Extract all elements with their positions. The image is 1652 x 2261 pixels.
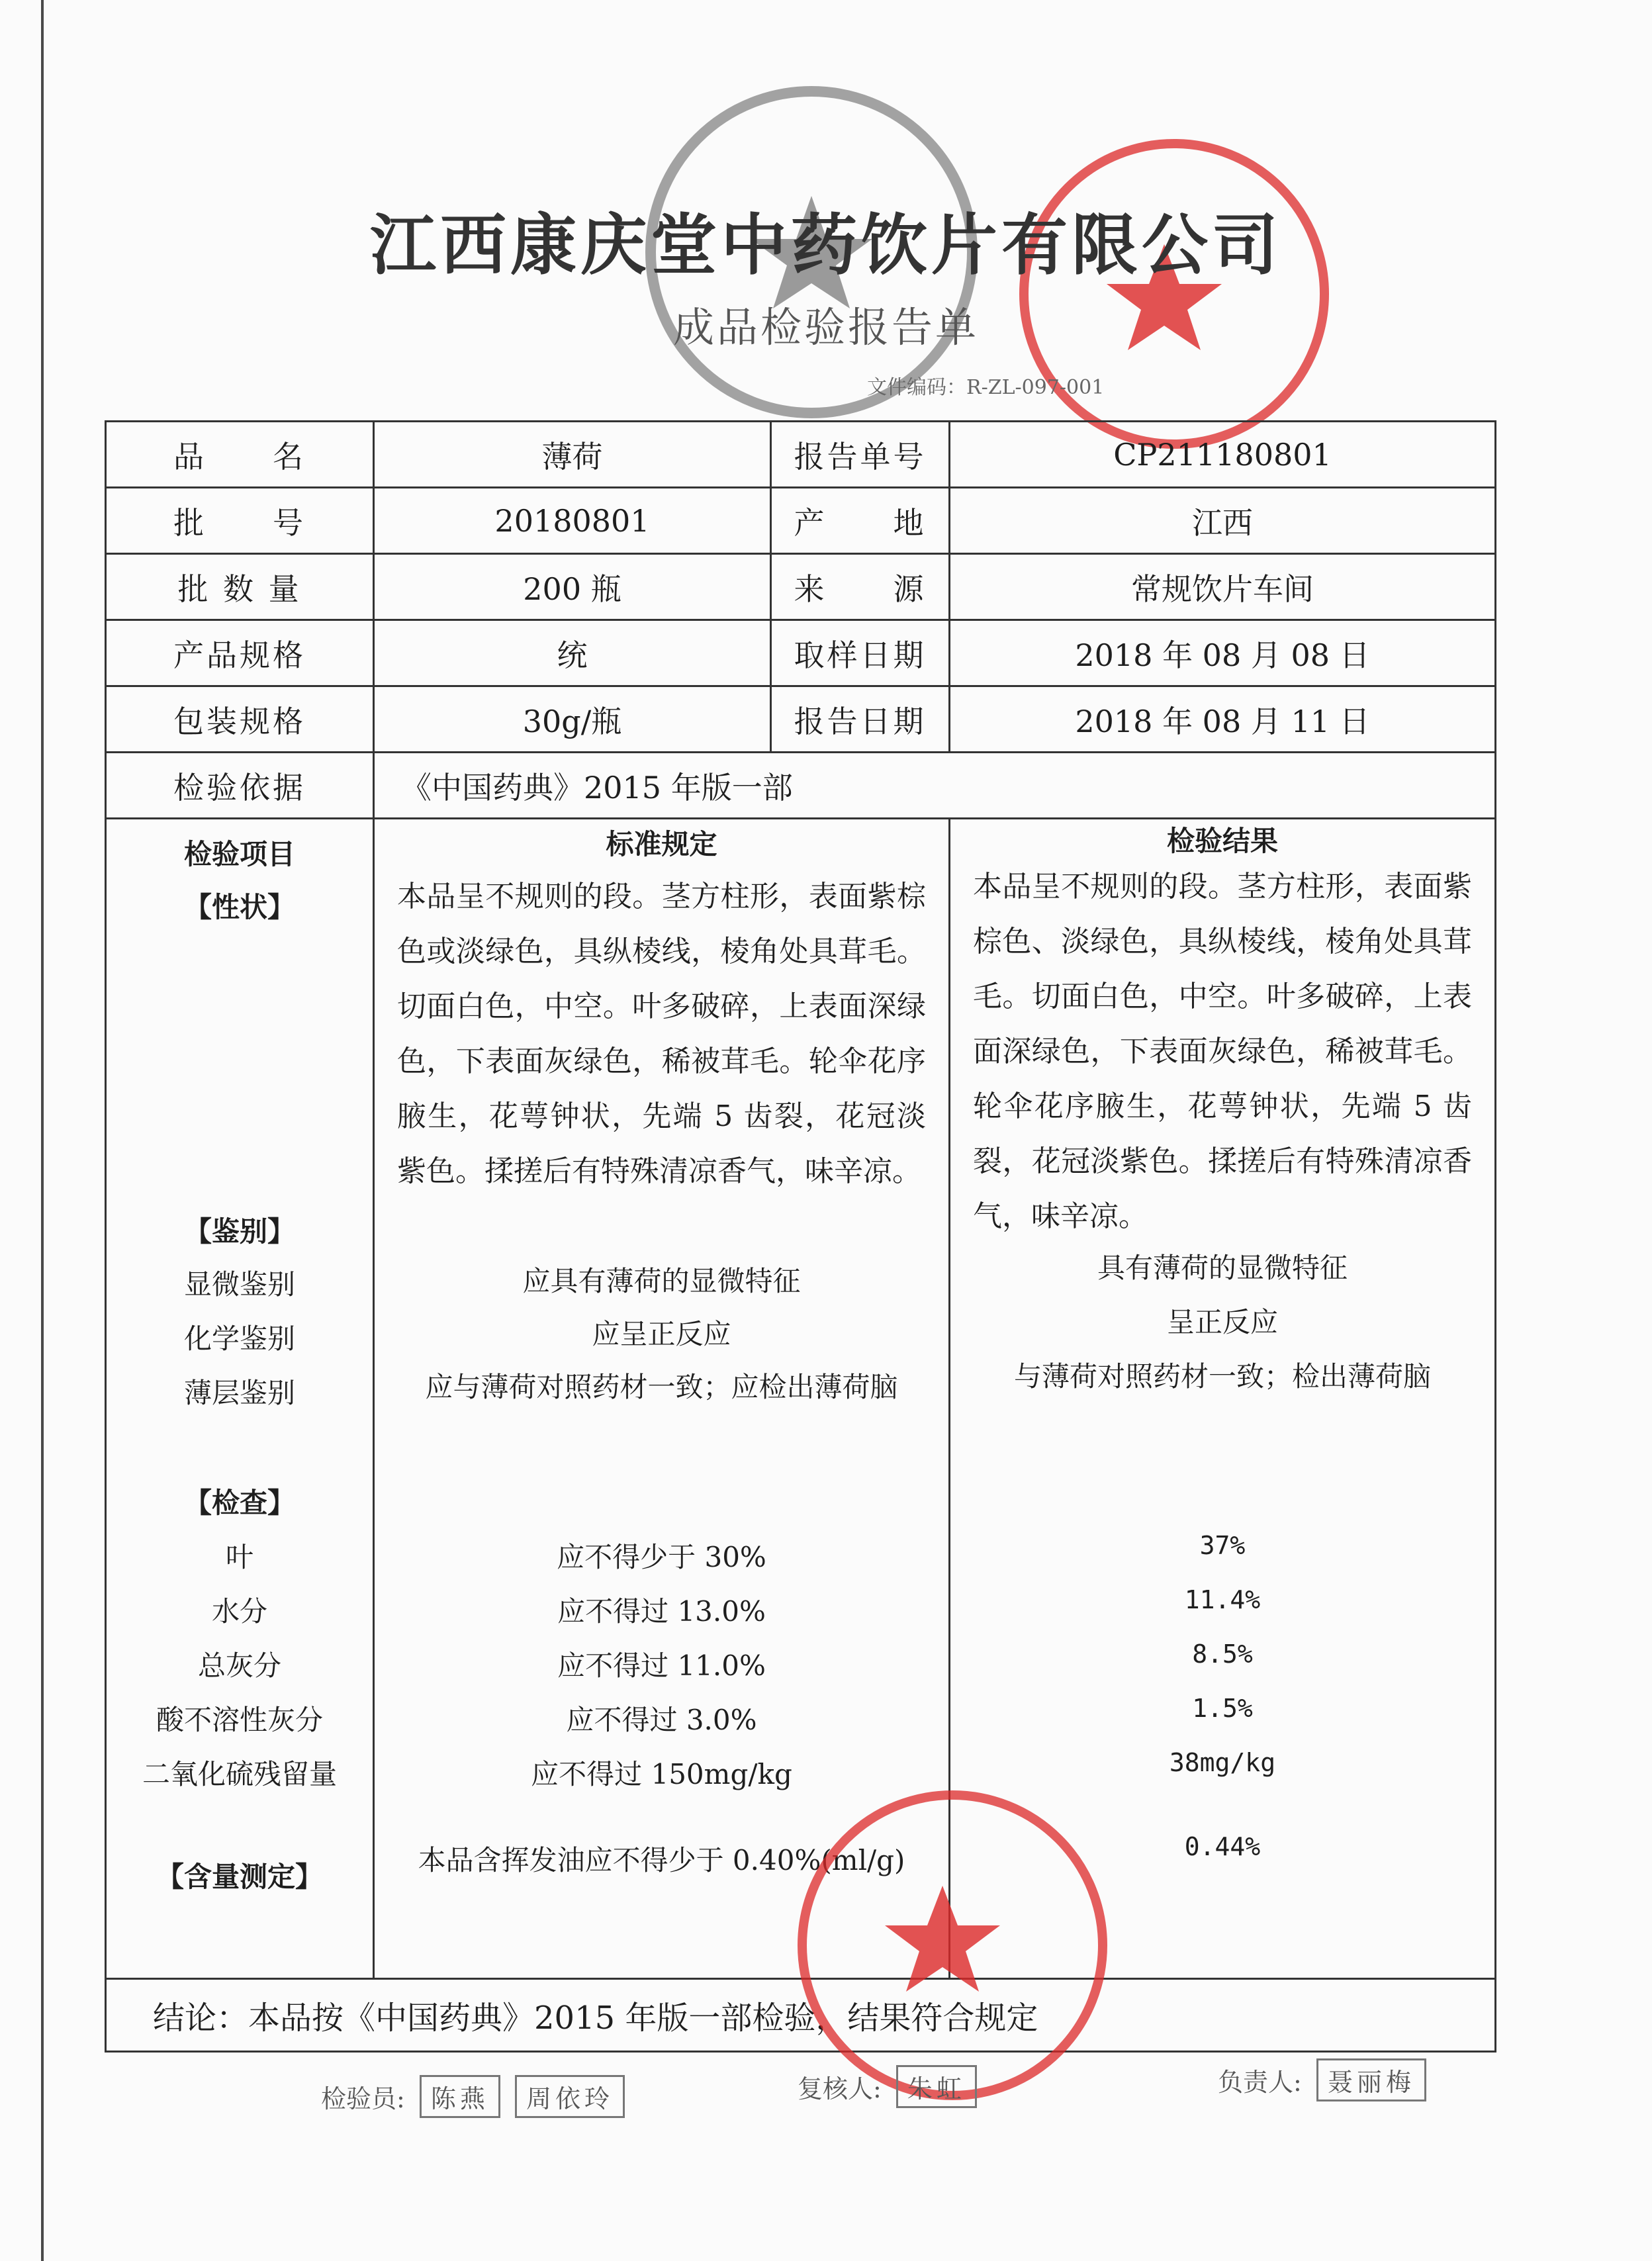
value-basis: 《中国药典》2015 年版一部 <box>374 753 1496 819</box>
detail-row <box>106 819 1496 1979</box>
label-spec: 产品规格 <box>106 620 374 686</box>
result-total-ash: 8.5% <box>1192 1639 1253 1669</box>
standard-microscopic: 应具有薄荷的显微特征 <box>522 1265 801 1297</box>
item-so2: 二氧化硫残留量 <box>142 1758 337 1790</box>
report-table <box>105 420 1496 2053</box>
standard-moisture: 应不得过 13.0% <box>557 1595 766 1628</box>
inspector-stamp-2: 周依玲 <box>515 2075 625 2118</box>
standard-leaf: 应不得少于 30% <box>557 1541 766 1573</box>
quality-seal-red-top <box>1019 139 1329 449</box>
section-assay: 【含量测定】 <box>156 1861 323 1893</box>
seal-star-icon <box>885 1886 1000 1992</box>
inspector-signature <box>321 2075 625 2118</box>
item-acid-ash: 酸不溶性灰分 <box>156 1704 323 1736</box>
standard-header: 标准规定 <box>606 828 717 860</box>
result-character: 本品呈不规则的段。茎方柱形，表面紫棕色、淡绿色，具纵棱线，棱角处具茸毛。切面白色，中空。叶多破碎，上表面深绿色，下表面灰绿色，稀被茸毛。轮伞花序腋生，花萼钟状，先端 5 齿裂，花冠淡紫色。揉搓后有特殊清凉香气，味辛凉。 <box>973 870 1472 1233</box>
item-moisture: 水分 <box>211 1595 267 1628</box>
table-row <box>106 686 1496 753</box>
item-total-ash: 总灰分 <box>197 1649 281 1682</box>
table-row <box>106 422 1496 488</box>
section-inspection: 【检查】 <box>183 1487 295 1519</box>
standard-character: 本品呈不规则的段。茎方柱形，表面紫棕色或淡绿色，具纵棱线，棱角处具茸毛。切面白色，中空。叶多破碎，上表面深绿色，下表面灰绿色，稀被茸毛。轮伞花序腋生，花萼钟状，先端 5 齿裂，花冠淡紫色。揉搓后有特殊清凉香气，味辛凉。 <box>397 880 926 1188</box>
reviewer-signature <box>798 2065 977 2108</box>
document-title: 成品检验报告单 <box>672 303 979 351</box>
result-microscopic: 具有薄荷的显微特征 <box>1097 1252 1348 1284</box>
value-quantity: 200 瓶 <box>374 554 771 620</box>
label-origin: 产 地 <box>771 488 950 554</box>
value-package: 30g/瓶 <box>374 686 771 753</box>
inspector-stamp-1: 陈燕 <box>420 2075 500 2118</box>
table-row <box>106 1979 1496 2052</box>
responsible-stamp: 聂丽梅 <box>1316 2058 1426 2101</box>
value-spec: 统 <box>374 620 771 686</box>
result-leaf: 37% <box>1199 1531 1246 1560</box>
item-header: 检验项目 <box>183 838 295 870</box>
reviewer-stamp: 朱虹 <box>896 2065 977 2108</box>
item-microscopic: 显微鉴别 <box>183 1268 295 1301</box>
value-report-date: 2018 年 08 月 11 日 <box>950 686 1496 753</box>
label-package: 包装规格 <box>106 686 374 753</box>
label-report-no: 报告单号 <box>771 422 950 488</box>
item-column <box>106 819 374 1979</box>
standard-assay: 本品含挥发油应不得少于 0.40%(ml/g) <box>418 1844 905 1876</box>
result-so2: 38mg/kg <box>1169 1748 1276 1777</box>
label-report-date: 报告日期 <box>771 686 950 753</box>
value-origin: 江西 <box>950 488 1496 554</box>
table-row <box>106 753 1496 819</box>
value-report-no: CP211180801 <box>950 422 1496 488</box>
result-tlc: 与薄荷对照药材一致；检出薄荷脑 <box>1013 1360 1431 1393</box>
value-source: 常规饮片车间 <box>950 554 1496 620</box>
value-batch: 20180801 <box>374 488 771 554</box>
conclusion: 结论：本品按《中国药典》2015 年版一部检验，结果符合规定 <box>106 1979 1496 2052</box>
item-chemical: 化学鉴别 <box>183 1322 295 1355</box>
item-leaf: 叶 <box>225 1541 253 1573</box>
standard-acid-ash: 应不得过 3.0% <box>566 1704 757 1736</box>
label-batch: 批 号 <box>106 488 374 554</box>
label-sample-date: 取样日期 <box>771 620 950 686</box>
responsible-label: 负责人: <box>1218 2068 1302 2097</box>
label-quantity: 批 数 量 <box>106 554 374 620</box>
table-row <box>106 620 1496 686</box>
item-tlc: 薄层鉴别 <box>183 1377 295 1409</box>
result-acid-ash: 1.5% <box>1192 1694 1253 1723</box>
value-sample-date: 2018 年 08 月 08 日 <box>950 620 1496 686</box>
section-character: 【性状】 <box>183 891 295 923</box>
document-number: 文件编码：R-ZL-097-001 <box>867 376 1105 399</box>
company-name: 江西康庆堂中药饮片有限公司 <box>370 206 1282 284</box>
label-product-name: 品 名 <box>106 422 374 488</box>
responsible-signature <box>1218 2058 1426 2101</box>
inspector-label: 检验员: <box>321 2084 405 2113</box>
standard-total-ash: 应不得过 11.0% <box>557 1649 766 1682</box>
standard-tlc: 应与薄荷对照药材一致；应检出薄荷脑 <box>425 1371 898 1403</box>
section-identification: 【鉴别】 <box>183 1215 295 1248</box>
standard-chemical: 应呈正反应 <box>592 1318 731 1350</box>
result-chemical: 呈正反应 <box>1166 1306 1278 1338</box>
table-row <box>106 554 1496 620</box>
result-moisture: 11.4% <box>1184 1585 1261 1614</box>
value-product-name: 薄荷 <box>374 422 771 488</box>
reviewer-label: 复核人: <box>798 2074 882 2103</box>
result-header: 检验结果 <box>1166 825 1278 857</box>
standard-so2: 应不得过 150mg/kg <box>531 1758 792 1790</box>
result-assay: 0.44% <box>1184 1832 1261 1861</box>
label-source: 来 源 <box>771 554 950 620</box>
table-row <box>106 488 1496 554</box>
label-basis: 检验依据 <box>106 753 374 819</box>
quality-seal-red-bottom <box>798 1790 1107 2100</box>
